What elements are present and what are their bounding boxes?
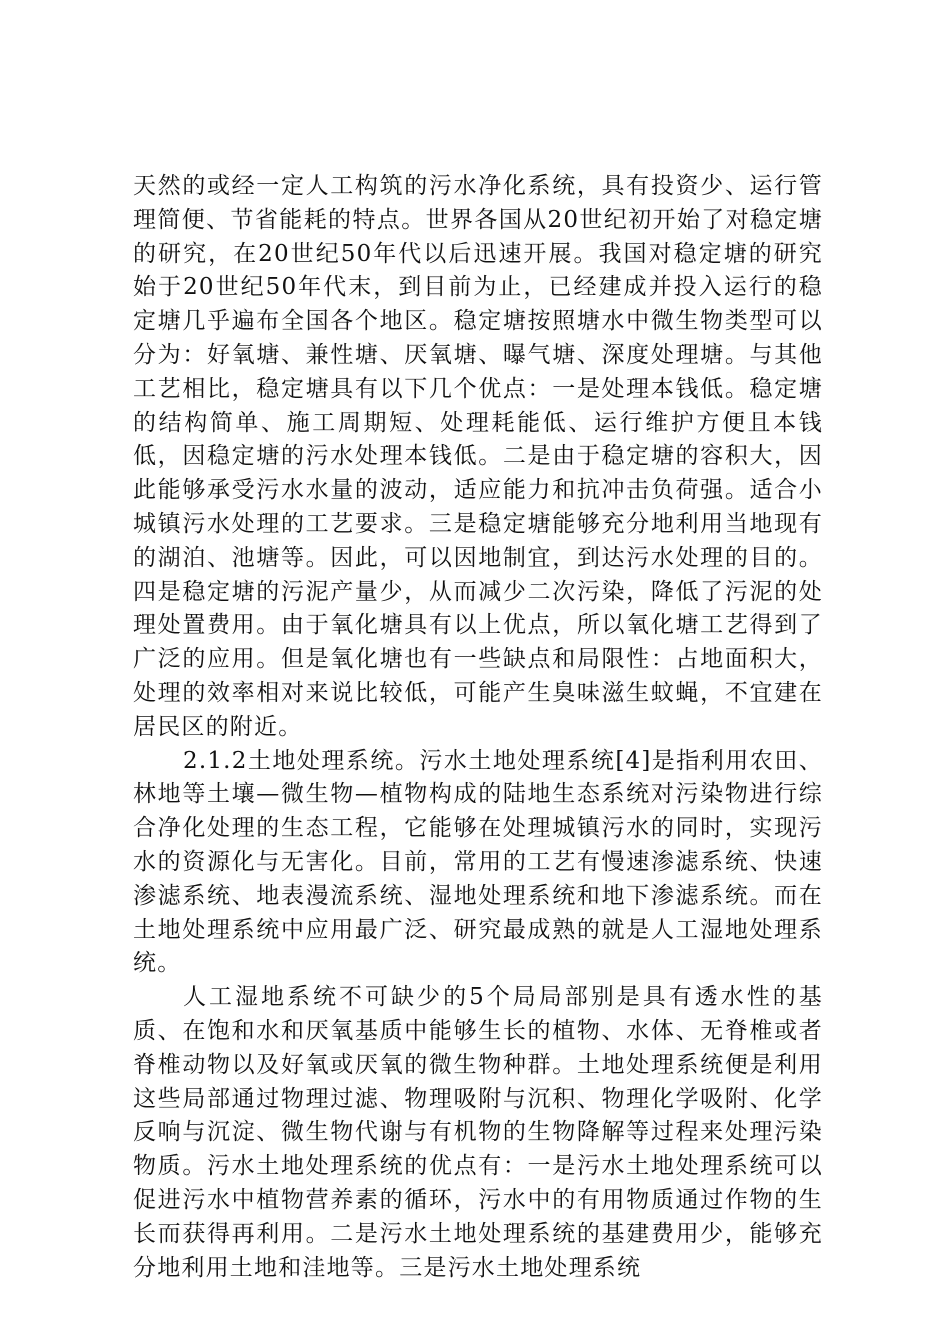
paragraph-land-treatment: 2.1.2土地处理系统。污水土地处理系统[4]是指利用农田、林地等土壤—微生物—植物构成的陆地生态系统对污染物进行综合净化处理的生态工程，它能够在处理城镇污水的同时，实现污水的资源化与无害化。目前，常用的工艺有慢速渗滤系统、快速渗滤系统、地表漫流系统、湿地处理系统和地下渗滤系统。而在土地处理系统中应用最广泛、研究最成熟的就是人工湿地处理系统。: [133, 747, 823, 977]
paragraph-constructed-wetland: 人工湿地系统不可缺少的5个局局部别是具有透水性的基质、在饱和水和厌氧基质中能够生长的植物、水体、无脊椎或者脊椎动物以及好氧或厌氧的微生物种群。土地处理系统便是利用这些局部通过物理过滤、物理吸附与沉积、物理化学吸附、化学反响与沉淀、微生物代谢与有机物的生物降解等过程来处理污染物质。污水土地处理系统的优点有：一是污水土地处理系统可以促进污水中植物营养素的循环，污水中的有用物质通过作物的生长而获得再利用。二是污水土地处理系统的基建费用少，能够充分地利用土地和洼地等。三是污水土地处理系统: [133, 984, 823, 1281]
body-text: [133, 170, 823, 1285]
paragraph-stabilization-pond: 天然的或经一定人工构筑的污水净化系统，具有投资少、运行管理简便、节省能耗的特点。世界各国从20世纪初开始了对稳定塘的研究，在20世纪50年代以后迅速开展。我国对稳定塘的研究始于20世纪50年代末，到目前为止，已经建成并投入运行的稳定塘几乎遍布全国各个地区。稳定塘按照塘水中微生物类型可以分为：好氧塘、兼性塘、厌氧塘、曝气塘、深度处理塘。与其他工艺相比，稳定塘具有以下几个优点：一是处理本钱低。稳定塘的结构简单、施工周期短、处理耗能低、运行维护方便且本钱低，因稳定塘的污水处理本钱低。二是由于稳定塘的容积大，因此能够承受污水水量的波动，适应能力和抗冲击负荷强。适合小城镇污水处理的工艺要求。三是稳定塘能够充分地利用当地现有的湖泊、池塘等。因此，可以因地制宜，到达污水处理的目的。四是稳定塘的污泥产量少，从而减少二次污染，降低了污泥的处理处置费用。由于氧化塘具有以上优点，所以氧化塘工艺得到了广泛的应用。但是氧化塘也有一些缺点和局限性：占地面积大，处理的效率相对来说比较低，可能产生臭味滋生蚊蝇，不宜建在居民区的附近。: [133, 173, 823, 740]
